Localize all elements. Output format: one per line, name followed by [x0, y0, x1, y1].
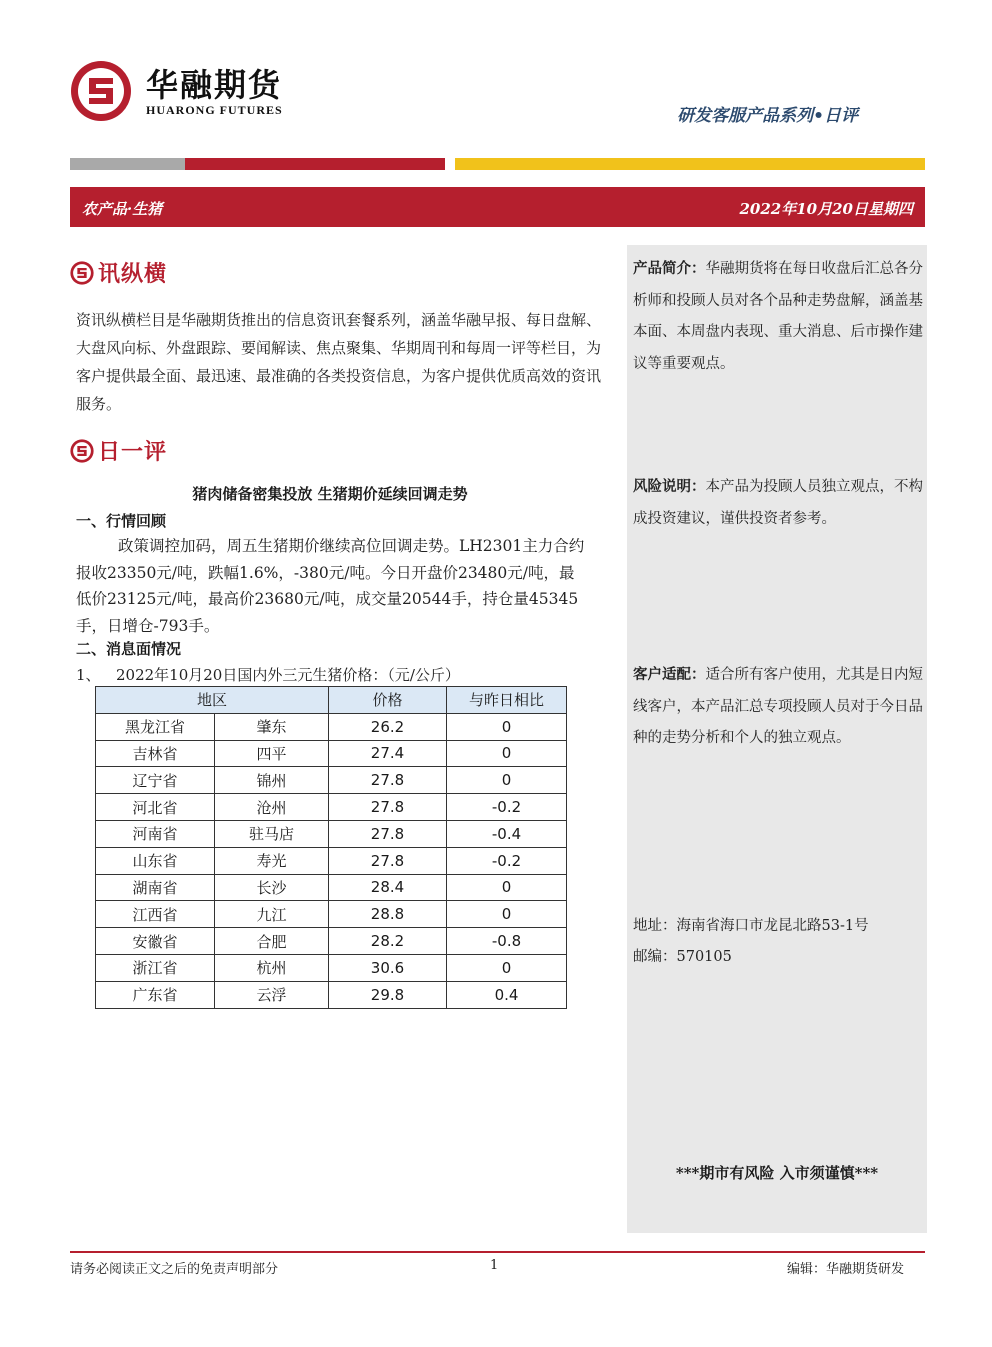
- huarong-logo-icon: [70, 261, 94, 285]
- table-row: [96, 901, 567, 928]
- price-cell: 27.8: [329, 794, 447, 821]
- city-cell: 九江: [215, 901, 329, 928]
- header-stripe-gray: [70, 158, 185, 170]
- sidebar-text: 适合所有客户使用，尤其是日内短线客户，本产品汇总专项投顾人员对于今日品种的走势分析和个人的独立观点。: [633, 667, 923, 746]
- table-header-price: 价格: [329, 687, 447, 714]
- price-cell: 28.4: [329, 874, 447, 901]
- price-cell: 26.2: [329, 713, 447, 740]
- city-cell: 四平: [215, 740, 329, 767]
- city-cell: 杭州: [215, 954, 329, 981]
- market-review-paragraph: 政策调控加码，周五生猪期价继续高位回调走势。LH2301主力合约报收23350元/吨，跌幅1.6%，-380元/吨。今日开盘价23480元/吨，最低价23125元/吨，最高价23680元/吨，成交量20544手，持仓量45345手，日增仓-793手。: [76, 537, 585, 635]
- sidebar-label: 风险说明：: [633, 478, 706, 495]
- postcode-line: 邮编：570105: [633, 949, 732, 965]
- table-header-change: 与昨日相比: [447, 687, 567, 714]
- change-cell: 0: [447, 713, 567, 740]
- table-header-row: [96, 687, 567, 714]
- sidebar-client-fit: [633, 659, 923, 755]
- change-cell: 0: [447, 901, 567, 928]
- province-cell: 吉林省: [96, 740, 215, 767]
- province-cell: 湖南省: [96, 874, 215, 901]
- huarong-logo-icon: [70, 439, 94, 463]
- change-cell: -0.2: [447, 794, 567, 821]
- city-cell: 沧州: [215, 794, 329, 821]
- report-date: 2022年10月20日星期四: [739, 200, 913, 218]
- section-intro-text: 资讯纵横栏目是华融期货推出的信息资讯套餐系列，涵盖华融早报、每日盘解、大盘风向标、外盘跟踪、要闻解读、焦点聚集、华期周刊和每周一评等栏目，为客户提供最全面、最迅速、最准确的各类投资信息，为客户提供优质高效的资讯服务。: [76, 311, 602, 413]
- price-cell: 27.4: [329, 740, 447, 767]
- change-cell: 0: [447, 874, 567, 901]
- province-cell: 河北省: [96, 794, 215, 821]
- change-cell: -0.2: [447, 847, 567, 874]
- section-heading-news: [70, 257, 167, 288]
- news-item-text: 2022年10月20日国内外三元生猪价格：（元/公斤）: [116, 666, 460, 684]
- category-bar: [70, 187, 925, 227]
- city-cell: 肇东: [215, 713, 329, 740]
- change-cell: 0: [447, 740, 567, 767]
- subheading-market-review: 一、行情回顾: [76, 512, 167, 530]
- table-row: [96, 981, 567, 1008]
- table-row: [96, 767, 567, 794]
- sidebar-contact: [633, 911, 923, 973]
- province-cell: 黑龙江省: [96, 713, 215, 740]
- city-cell: 合肥: [215, 928, 329, 955]
- section-title: 日一评: [98, 439, 168, 465]
- price-cell: 27.8: [329, 820, 447, 847]
- footer-divider: [70, 1251, 925, 1253]
- sidebar-text: 本产品为投顾人员独立观点，不构成投资建议，谨供投资者参考。: [633, 479, 923, 527]
- price-cell: 27.8: [329, 767, 447, 794]
- province-cell: 山东省: [96, 847, 215, 874]
- table-row: [96, 740, 567, 767]
- table-row: [96, 713, 567, 740]
- table-row: [96, 928, 567, 955]
- city-cell: 锦州: [215, 767, 329, 794]
- report-series: 研发客服产品系列•日评: [677, 106, 858, 126]
- change-cell: -0.8: [447, 928, 567, 955]
- sidebar-text: 华融期货将在每日收盘后汇总各分析师和投顾人员对各个品种走势盘解，涵盖基本面、本周盘内表现、重大消息、后市操作建议等重要观点。: [633, 261, 923, 372]
- table-row: [96, 794, 567, 821]
- city-cell: 寿光: [215, 847, 329, 874]
- price-cell: 30.6: [329, 954, 447, 981]
- province-cell: 安徽省: [96, 928, 215, 955]
- company-name-en: HUARONG FUTURES: [146, 103, 283, 117]
- sidebar-risk-note: [633, 471, 923, 535]
- change-cell: 0.4: [447, 981, 567, 1008]
- risk-warning: ***期市有风险 入市须谨慎***: [675, 1164, 879, 1182]
- sidebar-product-intro: [633, 253, 923, 380]
- table-row: [96, 954, 567, 981]
- table-row: [96, 874, 567, 901]
- page-number: 1: [490, 1258, 499, 1273]
- footer-editor: 编辑：华融期货研发: [786, 1262, 904, 1277]
- section-title: 讯纵横: [98, 261, 168, 287]
- city-cell: 长沙: [215, 874, 329, 901]
- city-cell: 云浮: [215, 981, 329, 1008]
- province-cell: 广东省: [96, 981, 215, 1008]
- change-cell: 0: [447, 954, 567, 981]
- category-label: 农产品·生猪: [82, 200, 163, 218]
- hog-price-table: [95, 686, 567, 1009]
- article-title: 猪肉储备密集投放 生猪期价延续回调走势: [192, 485, 468, 503]
- city-cell: 驻马店: [215, 820, 329, 847]
- sidebar-panel: [627, 245, 927, 1233]
- table-row: [96, 847, 567, 874]
- price-cell: 28.2: [329, 928, 447, 955]
- sidebar-label: 产品简介：: [633, 260, 706, 277]
- news-item-1: [76, 664, 460, 685]
- table-header-region: 地区: [96, 687, 329, 714]
- price-cell: 27.8: [329, 847, 447, 874]
- province-cell: 河南省: [96, 820, 215, 847]
- company-name-cn: 华融期货: [146, 66, 283, 104]
- price-cell: 28.8: [329, 901, 447, 928]
- price-cell: 29.8: [329, 981, 447, 1008]
- section-heading-daily-review: [70, 435, 167, 466]
- footer-disclaimer-note: 请务必阅读正文之后的免责声明部分: [70, 1262, 279, 1277]
- sidebar-label: 客户适配：: [633, 666, 706, 683]
- province-cell: 浙江省: [96, 954, 215, 981]
- change-cell: -0.4: [447, 820, 567, 847]
- table-row: [96, 820, 567, 847]
- header-stripe-yellow: [455, 158, 925, 170]
- province-cell: 江西省: [96, 901, 215, 928]
- huarong-logo-icon: [70, 60, 132, 122]
- change-cell: 0: [447, 767, 567, 794]
- header-stripe-red: [185, 158, 445, 170]
- province-cell: 辽宁省: [96, 767, 215, 794]
- news-item-number: 1、: [76, 666, 101, 684]
- address-line: 地址：海南省海口市龙昆北路53-1号: [633, 918, 869, 934]
- subheading-news: 二、消息面情况: [76, 640, 182, 658]
